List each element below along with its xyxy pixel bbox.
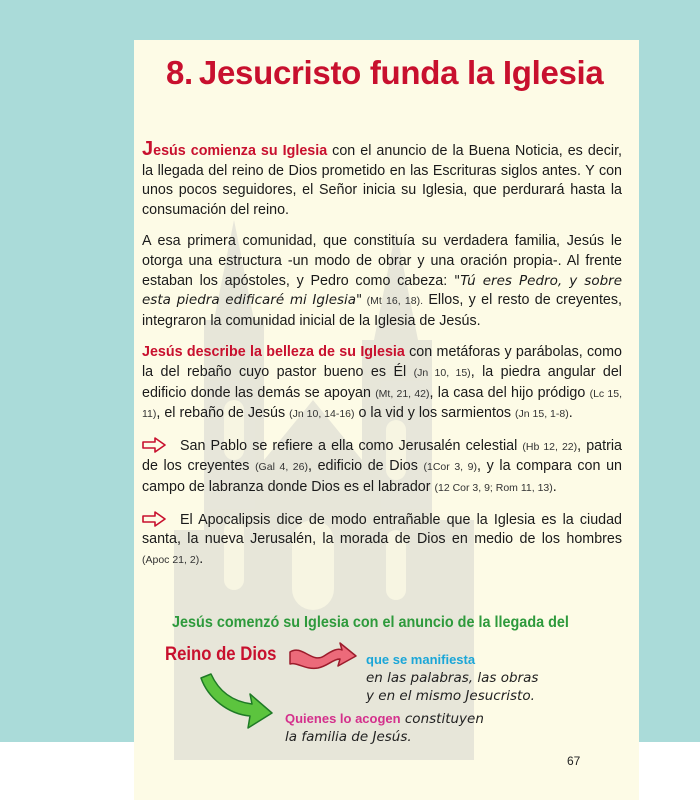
drop-cap: J bbox=[142, 138, 154, 160]
paragraph-4: San Pablo se refiere a ella como Jerusalén celestial (Hb 12, 22), patria de los creyentes (Gal 4, 26), edificio de Dios (1Cor 3, 9), y la compara con un campo de labranza donde Dios es el labrador (12 Cor 3, 9; Rom 11, 13). bbox=[142, 437, 622, 495]
page-number: 67 bbox=[567, 754, 581, 768]
paragraph-2: A esa primera comunidad, que constituía su verdadera familia, Jesús le otorga una estructura -un modo de obrar y una oración propia-. Al frente estaban los apóstoles, y Pedro como cabeza: "Tú eres Pedro, y sobre esta piedra edificaré mi Iglesia" (Mt 16, 18). Ellos, y el resto de creyentes, integraron la comunidad inicial de la Iglesia de Jesús. bbox=[142, 233, 622, 329]
arrow-outline-icon bbox=[142, 511, 166, 527]
paragraph-1: Jesús comienza su Iglesia con el anuncio de la Buena Noticia, es decir, la llegada del reino de Dios prometido en las Escrituras siglos antes. Y con unos pocos seguidores, el Señor inicia su Iglesia, que perdurará hasta la consumación del reino. bbox=[142, 138, 623, 218]
reino-de-dios-label: Reino de Dios bbox=[165, 644, 277, 665]
arrow-outline-icon bbox=[142, 437, 166, 453]
familia-line: la familia de Jesús. bbox=[285, 729, 412, 745]
scripture-quote: "Tú eres Pedro, y sobre esta piedra edificaré mi Iglesia" bbox=[142, 272, 622, 309]
body-text bbox=[142, 140, 622, 582]
manifiesta-label: que se manifiesta bbox=[366, 652, 476, 667]
quienes-line: Quienes lo acogen constituyen bbox=[285, 711, 484, 727]
paragraph-3: Jesús describe la belleza de su Iglesia con metáforas y parábolas, como la del rebaño cuyo pastor bueno es Él (Jn 10, 15), la piedra angular del edificio donde las demás se apoyan (Mt, 21, 42), la casa del hijo pródigo (Lc 15, 11), el rebaño de Jesús (Jn 10, 14-16) o la vid y los sarmientos (Jn 15, 1-8). bbox=[142, 344, 622, 422]
manifiesta-line-1: en las palabras, las obras bbox=[366, 670, 539, 686]
paragraph-5: El Apocalipsis dice de modo entrañable que la Iglesia es la ciudad santa, la nueva Jerusalén, la morada de Dios en medio de los hombres (Apoc 21, 2). bbox=[142, 511, 622, 567]
diagram-heading: Jesús comenzó su Iglesia con el anuncio de la llegada del bbox=[172, 614, 569, 631]
page-title: 8. Jesucristo funda la Iglesia bbox=[166, 54, 604, 91]
manifiesta-line-2: y en el mismo Jesucristo. bbox=[366, 688, 535, 704]
